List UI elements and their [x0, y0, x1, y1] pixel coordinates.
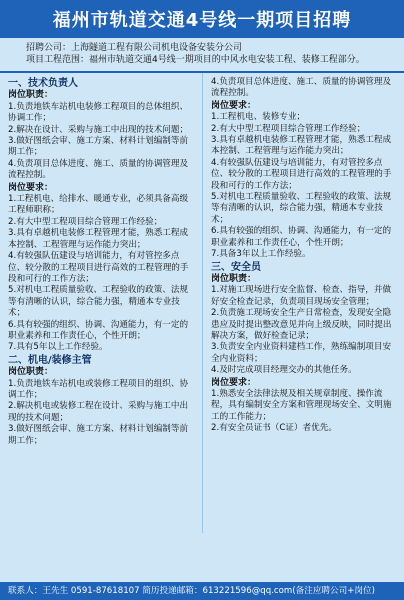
subsection-heading: 岗位要求：: [8, 182, 54, 193]
section-heading: 二、机电/装修主管: [8, 354, 92, 366]
page-title: 福州市轨道交通4号线一期项目招聘: [52, 10, 352, 31]
list-item: 3.做好图纸会审、施工方案、材料计划编制等前期工作；: [8, 136, 189, 158]
subsection-heading: 岗位要求：: [211, 100, 257, 111]
list-item: 1.熟悉安全法律法规及相关规章制度、操作流程，具有编制安全方案和管理现场安全、文明施工的工作能力；: [211, 388, 392, 422]
company-label: 招聘公司：: [26, 43, 72, 53]
section-heading: 一、技术负责人: [8, 78, 78, 89]
list-item: 1.负责地铁车站机电装修工程项目的总体组织、协调工作；: [8, 101, 189, 124]
list-item: 2.有大中型工程项目综合管理工作经验；: [8, 216, 163, 227]
list-item: 2.负责施工现场安全生产日常检查，发现安全隐患应及时提出整改意见并向上级反映，同时提出解决方案，做好检查记录；: [211, 308, 392, 341]
list-item: 5.对机电工程质量验收、工程验收的政策、法规等有清晰的认识，综合能力强，精通本专业技术；: [8, 285, 189, 319]
list-item: 2.解决机电或装修工程在设计、采购与施工中出现的技术问题；: [8, 401, 189, 423]
list-item: 4.有较强队伍建设与培训能力，有对管控多点位、较分散的工程项目进行高效的工程管理的手段和可行的工作方法；: [8, 251, 189, 284]
content-columns: [0, 73, 404, 533]
scope-row: [26, 54, 394, 66]
company-value: 上海隧道工程有限公司机电设备安装分公司: [71, 43, 243, 53]
list-item: 3.具有卓越机电装修工程管理才能，熟悉工程成本控制、工程管理与运作能力突出；: [211, 135, 392, 157]
list-item: 1.负责地铁车站机电或装修工程项目的组织、协调工作；: [8, 378, 189, 400]
list-item: 3.具有卓越机电装修工程管理才能，熟悉工程成本控制、工程管理与运作能力突出；: [8, 228, 189, 250]
list-item: 2.有大中型工程项目综合管理工作经验；: [211, 123, 366, 134]
poster-header: [0, 0, 404, 38]
list-item: 1.工程机电、给排水、暖通专业，必须具备高级工程师职称；: [8, 194, 189, 216]
list-item: 6.具有较强的组织、协调、沟通能力，有一定的职业素养和工作责任心，个性开朗；: [211, 226, 392, 248]
subsection-heading: 岗位职责：: [211, 273, 257, 284]
subsection-heading: 岗位职责：: [8, 90, 54, 101]
list-item: 5.对机电工程质量验收、工程验收的政策、法规等有清晰的认识，综合能力强，精通本专业技术；: [211, 192, 392, 225]
subsection-heading: 岗位职责：: [8, 367, 54, 378]
left-column: [0, 73, 202, 533]
right-column: [202, 73, 404, 533]
list-item: 3.负责安全内业资料建档工作，熟练编制项目安全内业资料；: [211, 342, 392, 364]
list-item: 7.具有5年以上工作经验。: [8, 342, 108, 353]
list-item: 4.负责项目总体进度、施工、质量的协调管理及流程控制。: [8, 158, 189, 181]
list-item: 4.及时完成项目经理交办的其他任务。: [211, 365, 357, 376]
list-item: 4.有较强队伍建设与培训能力，有对管控多点位、较分散的工程项目进行高效的工程管理的手段和可行的工作方法；: [211, 157, 392, 191]
contact-footer: 联系人：王先生 0591-87618107 简历投递邮箱：613221596@qq.com(备注应聘公司+岗位): [0, 582, 404, 600]
list-item: 1.对施工现场进行安全监督、检查、指导，并做好安全检查记录，负责项目现场安全管理；: [211, 285, 392, 307]
company-row: [26, 42, 394, 54]
list-item: 2.解决在设计、采购与施工中出现的技术问题；: [8, 124, 189, 135]
list-item: 7.具备3年以上工作经验。: [211, 249, 311, 260]
section-heading: 三、安全员: [211, 261, 261, 273]
list-item: 2.有安全员证书（C证）者优先。: [211, 423, 337, 434]
company-info: [0, 38, 404, 68]
scope-value: 福州市轨道交通4号线一期项目的中风水电安装工程、装修工程部分。: [89, 55, 365, 65]
list-item: 6.具有较强的组织、协调、沟通能力，有一定的职业素养和工作责任心，个性开朗；: [8, 319, 189, 341]
list-item: 4.负责项目总体进度、施工、质量的协调管理及流程控制。: [211, 77, 392, 99]
scope-label: 项目工程范围：: [26, 55, 90, 65]
list-item: 1.工程机电、装修专业；: [211, 112, 306, 123]
list-item: 3.做好图纸会审、施工方案、材料计划编制等前期工作；: [8, 424, 189, 446]
subsection-heading: 岗位要求：: [211, 377, 257, 388]
